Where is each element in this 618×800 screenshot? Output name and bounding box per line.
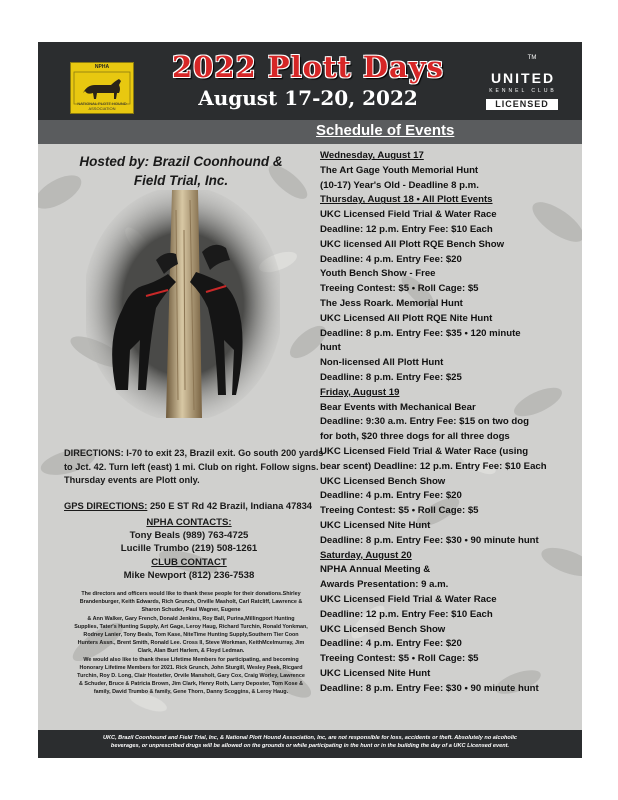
- schedule-day-heading: Friday, August 19: [320, 386, 400, 398]
- ukc-trademark: TM: [527, 55, 537, 61]
- gps-address: 250 E ST Rd 42 Brazil, Indiana 47834: [149, 500, 313, 511]
- ukc-licensed-badge: LICENSED: [486, 99, 558, 110]
- schedule-line: UKC Licensed Bench Show: [320, 623, 446, 635]
- thanks-line: Sharon Schuder, Paul Wagner, Eugene: [141, 607, 241, 614]
- schedule-line: hunt: [320, 342, 341, 354]
- thanks-line: Supplies, Tater's Hunting Supply, Art Gage, Leroy Haug, Richard Turchin, Ronald Yonkman,: [74, 623, 308, 630]
- thanks-line: Brandenburger, Keith Edwards, Rich Grunch, Orville Masholt, Carl Ratcliff, Lawrence &: [79, 599, 303, 606]
- disclaimer-text: [64, 734, 556, 750]
- ukc-logo-name: UNITED: [490, 70, 556, 86]
- thanks-line: Rodney Lanier, Tony Beals, Tom Kase, NiteTime Hunting Supply,Southern Tier Coon: [83, 632, 299, 639]
- event-dates: August 17-20, 2022: [198, 86, 418, 110]
- schedule-title: Schedule of Events: [316, 122, 455, 139]
- hosted-by-line: Hosted by: Brazil Coonhound &: [79, 154, 283, 169]
- schedule-line: UKC Licensed Bench Show: [320, 475, 446, 487]
- thanks-line: The directors and officers would like to thank these people for their donations.Shirley: [81, 591, 301, 597]
- npha-contact: Lucille Trumbo (219) 508-1261: [120, 543, 258, 555]
- disclaimer-line: beverages, or unprescribed drugs will be allowed on the grounds or while participating in the hunt or in the building the day of a UKC Licensed event.: [110, 743, 510, 749]
- schedule-line: Non-licensed All Plott Hunt: [320, 357, 444, 369]
- schedule-line: The Jess Roark. Memorial Hunt: [320, 297, 463, 309]
- logo-bottom-text: NATIONAL PLOTT HOUND ASSOCIATION: [77, 101, 127, 111]
- schedule-line: (10-17) Year's Old - Deadline 8 p.m.: [320, 179, 479, 191]
- schedule-line: UKC Licensed Nite Hunt: [320, 667, 431, 679]
- schedule-line: Deadline: 8 p.m. Entry Fee: $30 • 90 minute hunt: [320, 534, 539, 546]
- contacts-block: [64, 516, 314, 582]
- club-contact-heading: CLUB CONTACT: [151, 556, 227, 568]
- schedule-line: Deadline: 8 p.m. Entry Fee: $25: [320, 371, 462, 383]
- schedule-line: Treeing Contest: $5 • Roll Cage: $5: [320, 653, 479, 665]
- schedule-line: Deadline: 4 p.m. Entry Fee: $20: [320, 638, 462, 650]
- schedule-line: Deadline: 8 p.m. Entry Fee: $35 • 120 minute: [320, 327, 521, 339]
- gps-label: GPS DIRECTIONS:: [64, 500, 148, 511]
- schedule-line: bear scent) Deadline: 12 p.m. Entry Fee: $10 Each: [320, 460, 547, 472]
- hosted-by-line: Field Trial, Inc.: [133, 173, 229, 188]
- thanks-text: [60, 590, 322, 697]
- npha-contact: Tony Beals (989) 763-4725: [129, 530, 249, 542]
- plott-hounds-photo: [86, 190, 280, 418]
- schedule-line: Bear Events with Mechanical Bear: [320, 401, 476, 413]
- schedule-line: Deadline: 8 p.m. Entry Fee: $30 • 90 minute hunt: [320, 682, 539, 694]
- hosted-by: [56, 152, 306, 190]
- schedule-list: [320, 149, 580, 696]
- logo-top-text: NPHA: [94, 64, 110, 70]
- schedule-line: Treeing Contest: $5 • Roll Cage: $5: [320, 505, 479, 517]
- thanks-line: & Ann Walker, Gary French, Donald Jenkins, Roy Ball, Purina,Millingport Hunting: [87, 615, 295, 622]
- schedule-line: UKC Licensed All Plott RQE Nite Hunt: [320, 312, 493, 324]
- schedule-line: Deadline: 12 p.m. Entry Fee: $10 Each: [320, 223, 493, 235]
- club-contact: Mike Newport (812) 236-7538: [123, 569, 255, 581]
- thanks-line: & Schuder, Bruce & Patricia Brown, Jim Clark, Henry Roth, Larry Deposter, Tom Kose &: [79, 681, 303, 688]
- thanks-line: Hunters Assn., Brent Smith, Ronald Lee. Cross II, Steve Workman, KeithMcelmurray, Jim: [77, 640, 305, 647]
- schedule-line: Deadline: 4 p.m. Entry Fee: $20: [320, 490, 462, 502]
- schedule-line: Deadline: 9:30 a.m. Entry Fee: $15 on two dog: [320, 416, 529, 428]
- schedule-day-heading: Saturday, August 20: [320, 549, 412, 561]
- schedule-line: The Art Gage Youth Memorial Hunt: [320, 164, 479, 176]
- schedule-line: for both, $20 three dogs for all three dogs: [320, 431, 510, 443]
- npha-contacts-heading: NPHA CONTACTS:: [146, 517, 232, 528]
- thanks-line: We would also like to thank these Lifetime Members for participating, and becoming: [83, 656, 299, 663]
- thanks-line: family, David Trumbo & family, Gene Thorn, Danny Scoggins, & Leroy Haug.: [93, 689, 289, 696]
- schedule-bar: [38, 120, 582, 144]
- disclaimer-line: UKC, Brazil Coonhound and Field Trial, Inc, & National Plott Hound Association, Inc, are not responsible for loss, accidents or theft. Absolutely no alcoholic: [102, 735, 518, 741]
- gps-directions: [64, 500, 344, 511]
- schedule-day-heading: Thursday, August 18 • All Plott Events: [320, 194, 493, 206]
- schedule-line: Awards Presentation: 9 a.m.: [320, 579, 449, 591]
- schedule-day-heading: Wednesday, August 17: [320, 150, 424, 161]
- schedule-line: NPHA Annual Meeting &: [320, 564, 431, 576]
- schedule-line: Treeing Contest: $5 • Roll Cage: $5: [320, 283, 479, 295]
- schedule-line: UKC Licensed Field Trial & Water Race (using: [320, 445, 529, 457]
- directions-text: DIRECTIONS: I-70 to exit 23, Brazil exit. Go south 200 yards to Jct. 42. Turn left (east) 1 mi. Club on right. Follow signs. Thursday events are Plott only.: [64, 448, 324, 485]
- schedule-line: Youth Bench Show - Free: [320, 268, 436, 280]
- schedule-line: Deadline: 4 p.m. Entry Fee: $20: [320, 253, 462, 265]
- thanks-line: Turchin, Roy D. Long, Clair Hostetler, Orvile Mansholt, Gary Cox, Craig Worley, Lawrence: [77, 673, 305, 680]
- schedule-line: UKC Licensed Field Trial & Water Race: [320, 593, 497, 605]
- ukc-logo-subtitle: KENNEL CLUB: [489, 88, 557, 94]
- schedule-line: UKC Licensed Field Trial & Water Race: [320, 209, 497, 221]
- schedule-line: Deadline: 12 p.m. Entry Fee: $10 Each: [320, 608, 493, 620]
- schedule-line: UKC licensed All Plott RQE Bench Show: [320, 238, 505, 250]
- schedule-line: UKC Licensed Nite Hunt: [320, 519, 431, 531]
- npha-logo: [70, 62, 134, 114]
- event-title: 2022 Plott Days: [172, 50, 444, 84]
- event-flyer: [38, 42, 582, 758]
- thanks-line: Clark, Alan Burt Harlem, & Floyd Ledman.: [137, 648, 245, 655]
- thanks-line: Honorary Lifetime Members for 2021. Rick Grunch, John Sturgill, Wesley Peek, Ricgard: [79, 664, 303, 671]
